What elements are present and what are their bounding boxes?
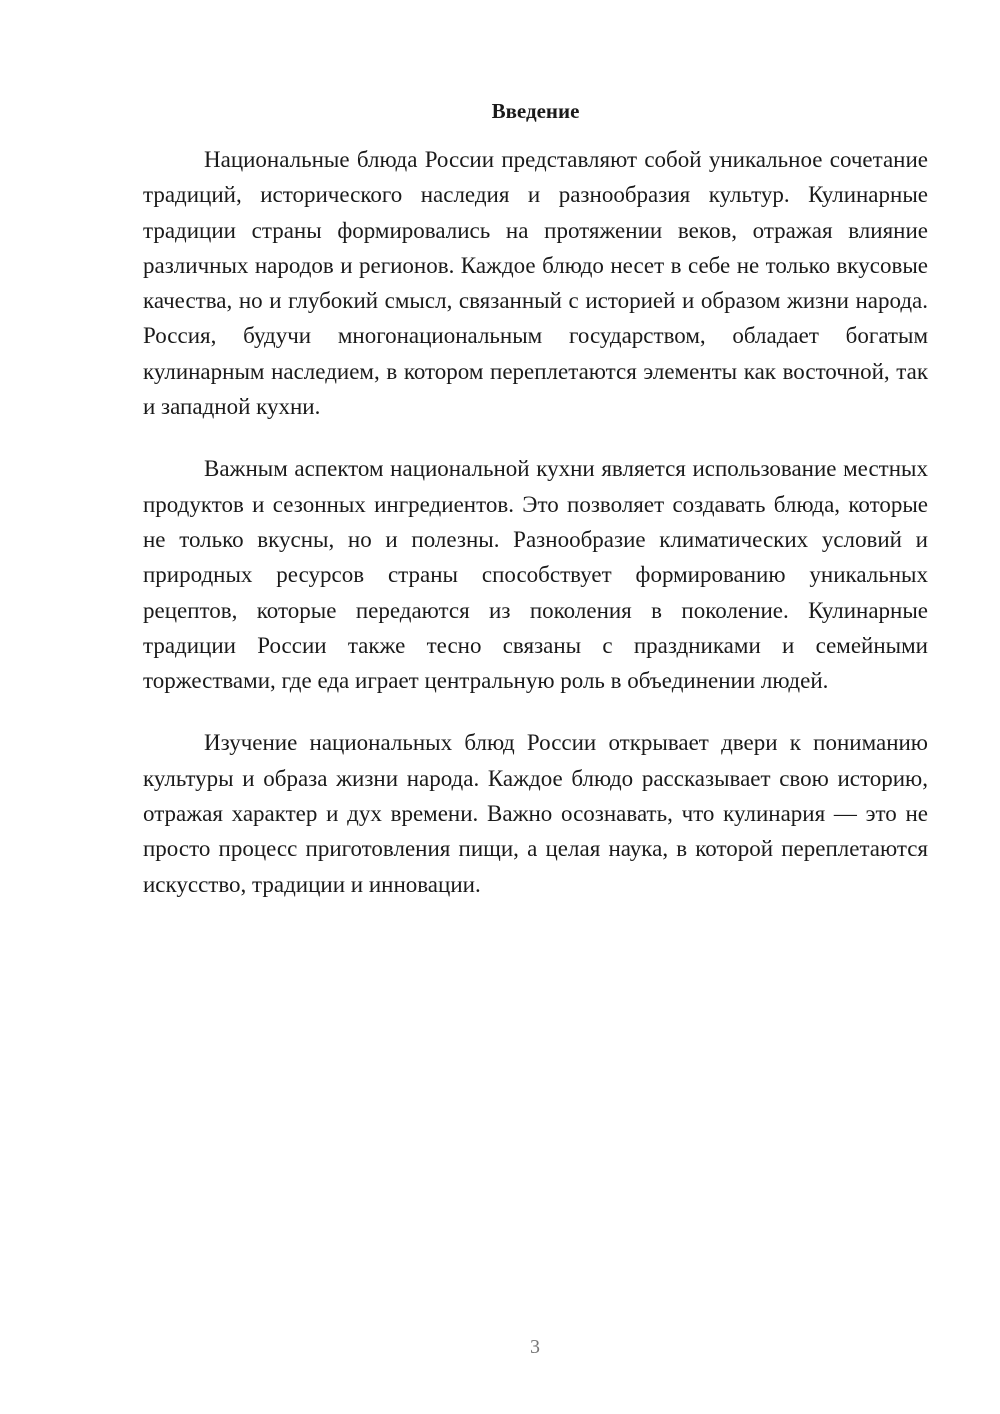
- document-body: [143, 142, 928, 929]
- paragraph-1: Национальные блюда России представляют собой уникальное сочетание традиций, исторического наследия и разнообразия культур. Кулинарные традиции страны формировались на протяжении веков, отражая влияние различных народов и регионов. Каждое блюдо несет в себе не только вкусовые качества, но и глубокий смысл, связанный с историей и образом жизни народа. Россия, будучи многонациональным государством, обладает богатым кулинарным наследием, в котором переплетаются элементы как восточной, так и западной кухни.: [143, 147, 928, 420]
- paragraph-2: Важным аспектом национальной кухни является использование местных продуктов и сезонных ингредиентов. Это позволяет создавать блюда, которые не только вкусны, но и полезны. Разнообразие климатических условий и природных ресурсов страны способствует формированию уникальных рецептов, которые передаются из поколения в поколение. Кулинарные традиции России также тесно связаны с праздниками и семейными торжествами, где еда играет центральную роль в объединении людей.: [143, 456, 928, 694]
- paragraph-3: Изучение национальных блюд России открывает двери к пониманию культуры и образа жизни народа. Каждое блюдо рассказывает свою историю, отражая характер и дух времени. Важно осознавать, что кулинария — это не просто процесс приготовления пищи, а целая наука, в которой переплетаются искусство, традиции и инновации.: [143, 730, 928, 897]
- page-number: 3: [530, 1336, 540, 1358]
- page-title: Введение: [491, 99, 580, 123]
